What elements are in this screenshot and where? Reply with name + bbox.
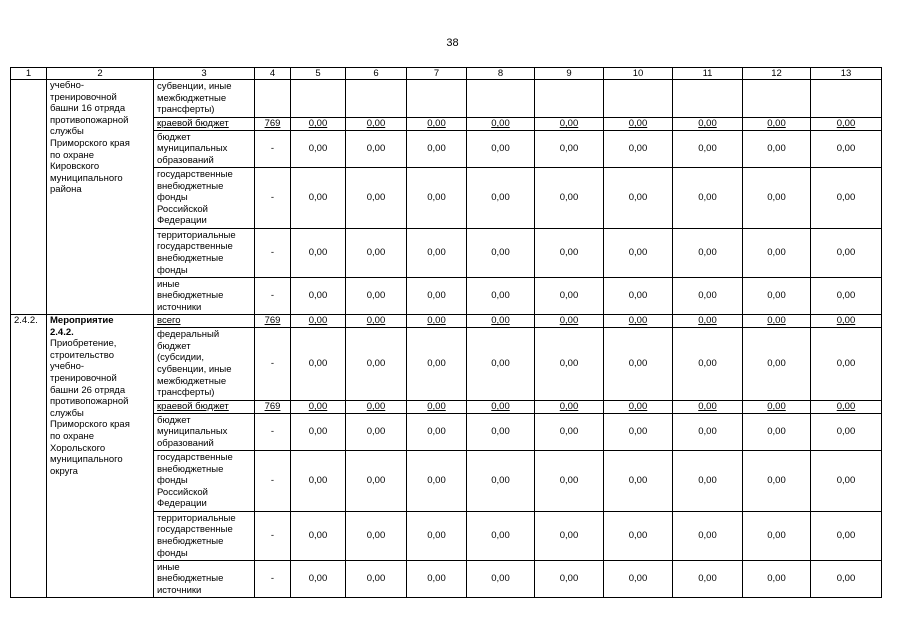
value-cell: 0,00 (673, 561, 743, 598)
value-cell: 0,00 (811, 451, 882, 512)
value-cell: 0,00 (743, 512, 811, 561)
code-cell: - (255, 168, 291, 229)
value-cell: 0,00 (743, 328, 811, 401)
value-cell: 0,00 (604, 414, 673, 451)
value-cell: 0,00 (535, 278, 604, 315)
value-cell: 0,00 (743, 315, 811, 328)
value-cell: 0,00 (291, 315, 346, 328)
value-cell: 0,00 (811, 168, 882, 229)
value-cell: 0,00 (673, 451, 743, 512)
value-cell: 0,00 (811, 414, 882, 451)
value-cell: 0,00 (743, 168, 811, 229)
value-cell (467, 80, 535, 118)
value-cell: 0,00 (346, 414, 407, 451)
value-cell: 0,00 (811, 278, 882, 315)
value-cell: 0,00 (291, 131, 346, 168)
value-cell: 0,00 (673, 229, 743, 278)
value-cell: 0,00 (743, 229, 811, 278)
value-cell: 0,00 (673, 118, 743, 131)
value-cell: 0,00 (291, 118, 346, 131)
value-cell: 0,00 (467, 168, 535, 229)
value-cell: 0,00 (407, 561, 467, 598)
value-cell: 0,00 (407, 328, 467, 401)
header-cell: 4 (255, 68, 291, 80)
value-cell: 0,00 (407, 401, 467, 414)
value-cell: 0,00 (467, 401, 535, 414)
value-cell: 0,00 (467, 278, 535, 315)
code-cell: 769 (255, 118, 291, 131)
value-cell: 0,00 (811, 401, 882, 414)
value-cell: 0,00 (604, 315, 673, 328)
value-cell: 0,00 (743, 451, 811, 512)
value-cell: 0,00 (535, 229, 604, 278)
value-cell: 0,00 (604, 512, 673, 561)
code-cell: - (255, 512, 291, 561)
table-row (11, 80, 882, 118)
value-cell: 0,00 (535, 328, 604, 401)
value-cell (743, 80, 811, 118)
value-cell: 0,00 (346, 328, 407, 401)
value-cell: 0,00 (467, 118, 535, 131)
value-cell: 0,00 (291, 168, 346, 229)
source-cell: всего (154, 315, 255, 328)
value-cell: 0,00 (291, 401, 346, 414)
value-cell: 0,00 (407, 229, 467, 278)
value-cell: 0,00 (811, 328, 882, 401)
value-cell: 0,00 (291, 512, 346, 561)
header-cell: 2 (47, 68, 154, 80)
value-cell: 0,00 (673, 512, 743, 561)
header-cell: 5 (291, 68, 346, 80)
header-cell: 11 (673, 68, 743, 80)
value-cell: 0,00 (407, 118, 467, 131)
value-cell: 0,00 (673, 168, 743, 229)
value-cell: 0,00 (407, 131, 467, 168)
code-cell (255, 80, 291, 118)
code-cell: - (255, 414, 291, 451)
header-cell: 6 (346, 68, 407, 80)
value-cell: 0,00 (604, 328, 673, 401)
value-cell: 0,00 (407, 168, 467, 229)
value-cell: 0,00 (743, 414, 811, 451)
budget-table (10, 67, 882, 598)
value-cell: 0,00 (673, 401, 743, 414)
source-cell: иные внебюджетные источники (154, 561, 255, 598)
value-cell: 0,00 (467, 131, 535, 168)
source-cell: краевой бюджет (154, 401, 255, 414)
header-cell: 9 (535, 68, 604, 80)
measure-description: учебно- тренировочной башни 16 отряда противопожарной службы Приморского края по охране Кировского муниципального района (47, 80, 154, 315)
source-cell: бюджет муниципальных образований (154, 131, 255, 168)
value-cell: 0,00 (346, 315, 407, 328)
value-cell: 0,00 (604, 168, 673, 229)
value-cell: 0,00 (811, 131, 882, 168)
value-cell: 0,00 (467, 414, 535, 451)
value-cell: 0,00 (407, 451, 467, 512)
value-cell: 0,00 (673, 131, 743, 168)
value-cell: 0,00 (346, 512, 407, 561)
header-cell: 13 (811, 68, 882, 80)
value-cell: 0,00 (346, 401, 407, 414)
source-cell: краевой бюджет (154, 118, 255, 131)
value-cell: 0,00 (291, 414, 346, 451)
value-cell: 0,00 (673, 315, 743, 328)
code-cell: - (255, 561, 291, 598)
header-cell: 7 (407, 68, 467, 80)
value-cell: 0,00 (346, 168, 407, 229)
value-cell: 0,00 (346, 561, 407, 598)
measure-text: Приобретение, строительство учебно- тренировочной башни 26 отряда противопожарной службы Приморского края по охране Хорольского муниципального округа (50, 338, 130, 477)
value-cell: 0,00 (535, 168, 604, 229)
value-cell: 0,00 (467, 315, 535, 328)
value-cell: 0,00 (291, 561, 346, 598)
value-cell: 0,00 (407, 512, 467, 561)
value-cell: 0,00 (811, 315, 882, 328)
value-cell: 0,00 (604, 451, 673, 512)
value-cell: 0,00 (291, 278, 346, 315)
value-cell: 0,00 (535, 131, 604, 168)
value-cell: 0,00 (604, 278, 673, 315)
value-cell: 0,00 (346, 118, 407, 131)
value-cell: 0,00 (535, 561, 604, 598)
source-cell: государственные внебюджетные фонды Российской Федерации (154, 168, 255, 229)
value-cell: 0,00 (407, 278, 467, 315)
header-cell: 12 (743, 68, 811, 80)
code-cell: - (255, 229, 291, 278)
value-cell (673, 80, 743, 118)
value-cell: 0,00 (291, 229, 346, 278)
code-cell: - (255, 328, 291, 401)
row-number-cell (11, 80, 47, 315)
code-cell: 769 (255, 401, 291, 414)
source-cell: иные внебюджетные источники (154, 278, 255, 315)
measure-title: Мероприятие 2.4.2. (50, 315, 114, 338)
value-cell: 0,00 (811, 229, 882, 278)
measure-number: 2.4.2. (11, 315, 47, 598)
header-cell: 1 (11, 68, 47, 80)
value-cell: 0,00 (346, 451, 407, 512)
value-cell: 0,00 (467, 512, 535, 561)
value-cell: 0,00 (743, 278, 811, 315)
value-cell (811, 80, 882, 118)
value-cell: 0,00 (743, 401, 811, 414)
header-cell: 8 (467, 68, 535, 80)
value-cell: 0,00 (467, 229, 535, 278)
source-cell: субвенции, иные межбюджетные трансферты) (154, 80, 255, 118)
value-cell: 0,00 (535, 451, 604, 512)
value-cell (604, 80, 673, 118)
source-cell: территориальные государственные внебюджетные фонды (154, 512, 255, 561)
value-cell: 0,00 (407, 315, 467, 328)
value-cell: 0,00 (291, 328, 346, 401)
header-row (11, 68, 882, 80)
value-cell: 0,00 (604, 561, 673, 598)
value-cell: 0,00 (535, 512, 604, 561)
code-cell: - (255, 451, 291, 512)
value-cell: 0,00 (604, 131, 673, 168)
value-cell: 0,00 (743, 131, 811, 168)
value-cell: 0,00 (743, 561, 811, 598)
value-cell: 0,00 (346, 229, 407, 278)
value-cell: 0,00 (811, 118, 882, 131)
value-cell: 0,00 (291, 451, 346, 512)
code-cell: - (255, 131, 291, 168)
value-cell: 0,00 (407, 414, 467, 451)
value-cell: 0,00 (811, 512, 882, 561)
value-cell: 0,00 (811, 561, 882, 598)
source-cell: территориальные государственные внебюджетные фонды (154, 229, 255, 278)
source-cell: бюджет муниципальных образований (154, 414, 255, 451)
value-cell: 0,00 (604, 401, 673, 414)
value-cell: 0,00 (467, 328, 535, 401)
source-cell: государственные внебюджетные фонды Российской Федерации (154, 451, 255, 512)
header-cell: 10 (604, 68, 673, 80)
value-cell: 0,00 (743, 118, 811, 131)
value-cell: 0,00 (467, 561, 535, 598)
measure-description (47, 315, 154, 598)
value-cell (346, 80, 407, 118)
value-cell: 0,00 (535, 414, 604, 451)
source-cell: федеральный бюджет (субсидии, субвенции, иные межбюджетные трансферты) (154, 328, 255, 401)
value-cell: 0,00 (673, 328, 743, 401)
value-cell: 0,00 (346, 278, 407, 315)
value-cell: 0,00 (535, 118, 604, 131)
table-body (11, 68, 882, 598)
value-cell: 0,00 (467, 451, 535, 512)
value-cell (407, 80, 467, 118)
code-cell: 769 (255, 315, 291, 328)
page-number: 38 (446, 37, 459, 49)
value-cell: 0,00 (673, 278, 743, 315)
header-cell: 3 (154, 68, 255, 80)
table-row (11, 315, 882, 328)
value-cell: 0,00 (535, 315, 604, 328)
code-cell: - (255, 278, 291, 315)
value-cell: 0,00 (673, 414, 743, 451)
value-cell (291, 80, 346, 118)
value-cell: 0,00 (346, 131, 407, 168)
value-cell: 0,00 (604, 229, 673, 278)
value-cell: 0,00 (535, 401, 604, 414)
value-cell (535, 80, 604, 118)
value-cell: 0,00 (604, 118, 673, 131)
